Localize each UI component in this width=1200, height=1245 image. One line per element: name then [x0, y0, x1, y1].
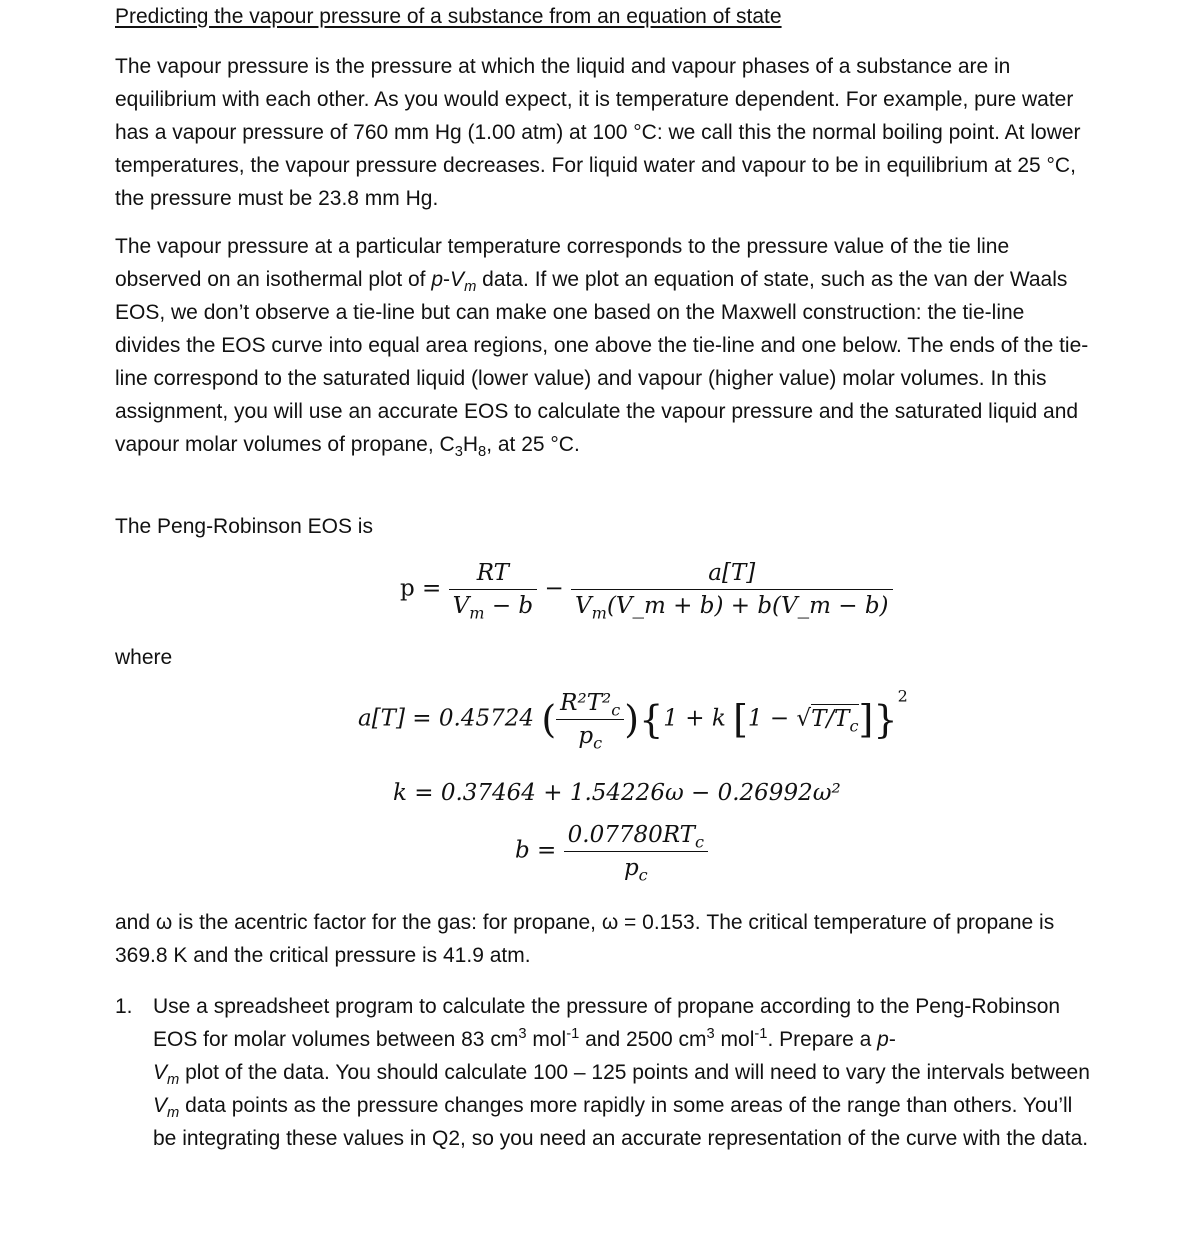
superscript: 3: [518, 1026, 527, 1042]
eq-numerator: a[T]: [708, 560, 756, 586]
subscript-8: 8: [478, 444, 487, 461]
fraction-b: [564, 822, 708, 885]
superscript: 3: [706, 1026, 715, 1042]
symbol-p: p: [431, 268, 444, 291]
eq-one-minus: 1 −: [747, 705, 790, 732]
eq-numerator: R²T²: [560, 690, 612, 716]
eq-numerator: RT: [476, 560, 510, 586]
eq-lhs: a[T] = 0.45724: [358, 705, 535, 732]
eq-sqrt-arg: T/T: [811, 705, 850, 732]
eq-subscript: c: [695, 832, 705, 852]
question-1-text: [153, 990, 1090, 1155]
subscript-m: m: [464, 279, 477, 296]
superscript: -1: [566, 1026, 580, 1042]
eq-subscript: m: [469, 603, 485, 623]
text: mol: [526, 1028, 567, 1051]
fraction-a: [571, 560, 892, 623]
question-1: [115, 990, 1090, 1155]
text: C: [439, 433, 455, 456]
symbol-V: V: [450, 268, 465, 291]
paragraph-intro: The vapour pressure is the pressure at which the liquid and vapour phases of a substance are in equilibrium with each other. As you would expect, it is temperature dependent. For example, pure water has a vapour pressure of 760 mm Hg (1.00 atm) at 100 °C: we call this the normal boiling point. At lower temperatures, the vapour pressure decreases. For liquid water and vapour to be in equilibrium at 25 °C, the pressure must be 23.8 mm Hg.: [115, 55, 1081, 210]
eq-minus: −: [544, 575, 564, 602]
symbol-p: p: [877, 1028, 889, 1051]
eq-lhs: b =: [515, 837, 557, 864]
text: data points as the pressure changes more rapidly in some areas of the range than others. You’ll be integrating these values in Q2, so you need an accurate representation of the curve with the data.: [153, 1094, 1089, 1150]
text: plot of the data. You should calculate 100 – 125 points and will need to vary the intervals between: [179, 1061, 1090, 1084]
paragraph-pr-eos: The Peng-Robinson EOS is: [115, 515, 373, 538]
eq-denominator: − b: [484, 593, 534, 619]
eq-subscript: c: [638, 865, 648, 885]
eq-denominator: p: [578, 723, 594, 749]
text: The vapour pressure at a particular temperature corresponds to the pressure value of the tie line observed on an isothermal plot of: [115, 235, 1010, 291]
eq-symbol: V: [575, 593, 592, 619]
text: and 2500 cm: [579, 1028, 707, 1051]
fraction-r2tc2-pc: [556, 690, 624, 753]
text: . Prepare a: [767, 1028, 878, 1051]
eq-subscript: c: [593, 733, 603, 753]
equation-b: [515, 822, 708, 885]
text: mol: [714, 1028, 755, 1051]
eq-numerator: 0.07780RT: [567, 822, 695, 848]
document-title: Predicting the vapour pressure of a substance from an equation of state: [115, 5, 782, 28]
eq-subscript: c: [611, 700, 621, 720]
symbol-V: V: [153, 1061, 168, 1084]
subscript-3: 3: [454, 444, 463, 461]
equation-k: [393, 780, 841, 806]
eq-subscript: m: [591, 603, 607, 623]
eq-symbol: V: [452, 593, 470, 619]
eq-inner: 1 + k: [663, 705, 726, 732]
equation-pr-eos: [400, 560, 893, 623]
eq-subscript: c: [849, 716, 859, 736]
text: H: [462, 433, 479, 456]
text: Use a spreadsheet program to calculate the pressure of propane according to the Peng-Robinson EOS for molar volumes between 83 cm: [153, 995, 1061, 1051]
paragraph-acentric: and ω is the acentric factor for the gas: for propane, ω = 0.153. The critical temperature of propane is 369.8 K and the critical pressure is 41.9 atm.: [115, 911, 1055, 967]
text: , at 25 °C.: [486, 433, 580, 456]
symbol-V: V: [153, 1094, 168, 1117]
superscript: -1: [754, 1026, 768, 1042]
eq-denominator: (V_m + b) + b(V_m − b): [606, 593, 889, 619]
text: data. If we plot an equation of state, such as the van der Waals EOS, we don’t observe a tie-line but can make one based on the Maxwell construction: the tie-line divides the EOS curve into equal area regions, one above the tie-line and one below. The ends of the tie-line correspond to the saturated liquid (lower value) and vapour (higher value) molar volumes. In this assignment, you will use an accurate EOS to calculate the vapour pressure and the saturated liquid and vapour molar volumes of propane,: [115, 268, 1089, 456]
subscript-m: m: [167, 1072, 180, 1089]
question-number: 1.: [115, 995, 133, 1018]
text: -: [443, 268, 451, 291]
eq-k-text: k = 0.37464 + 1.54226ω − 0.26992ω²: [393, 780, 841, 806]
paragraph-tie-line: [115, 230, 1090, 461]
text: -: [888, 1028, 896, 1051]
eq-lhs: p =: [400, 575, 442, 602]
subscript-m: m: [167, 1105, 180, 1122]
equation-a-of-t: a[T] = 0.45724 ( $\frac{R^2T^2_c}{p_c}$ ){1 + k $[1 - √T/T_c]\}^2$: [358, 686, 908, 753]
paragraph-where: where: [115, 646, 173, 669]
eq-denominator: p: [623, 855, 639, 881]
eq-exponent: 2: [897, 686, 908, 706]
fraction-rt: [449, 560, 538, 623]
